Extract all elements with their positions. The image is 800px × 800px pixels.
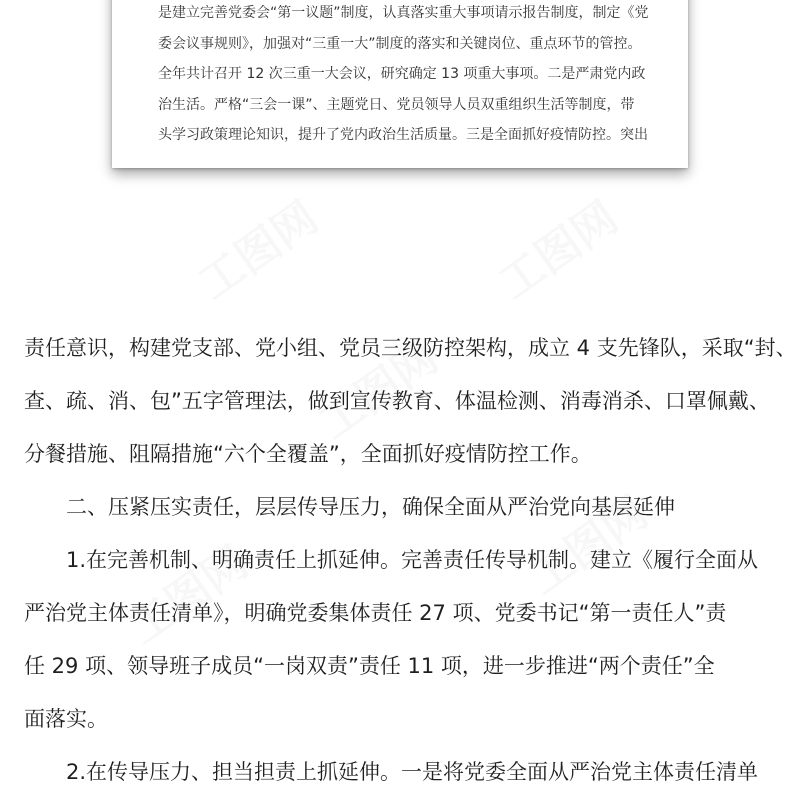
- watermark: 工图网: [519, 486, 658, 605]
- card-line: 委会议事规则》，加强对“三重一大”制度的落实和关键岗位、重点环节的管控。: [158, 35, 642, 52]
- document-body: [24, 322, 797, 799]
- body-line: 面落实。: [24, 707, 108, 731]
- card-line: 治生活。严格“三会一课”、主题党日、党员领导人员双重组织生活等制度，带: [158, 96, 635, 113]
- body-line: 分餐措施、阻隔措施“六个全覆盖”，全面抓好疫情防控工作。: [24, 442, 592, 466]
- section-heading: 二、压紧压实责任，层层传导压力，确保全面从严治党向基层延伸: [66, 495, 675, 519]
- body-line: 任 29 项、领导班子成员“一岗双责”责任 11 项，进一步推进“两个责任”全: [24, 654, 715, 678]
- watermark: 工图网: [119, 536, 258, 655]
- body-line: 严治党主体责任清单》，明确党委集体责任 27 项、党委书记“第一责任人”责: [24, 601, 727, 625]
- watermark: 工图网: [489, 191, 628, 310]
- body-line: 查、疏、消、包”五字管理法，做到宣传教育、体温检测、消毒消杀、口罩佩戴、: [24, 389, 770, 413]
- card-line: 是建立完善党委会“第一议题”制度，认真落实重大事项请示报告制度，制定《党: [158, 5, 649, 21]
- watermark: 工图网: [309, 331, 448, 450]
- card-text: [158, 0, 658, 151]
- paragraph-start: 2.在传导压力、担当担责上抓延伸。一是将党委全面从严治党主体责任清单: [66, 760, 759, 784]
- body-line: 责任意识，构建党支部、党小组、党员三级防控架构，成立 4 支先锋队，采取“封、: [24, 336, 797, 360]
- paragraph-start: 1.在完善机制、明确责任上抓延伸。完善责任传导机制。建立《履行全面从: [66, 548, 759, 572]
- document-card: [112, 0, 688, 168]
- card-line: 头学习政策理论知识，提升了党内政治生活质量。三是全面抓好疫情防控。突出: [158, 127, 648, 143]
- card-line: 全年共计召开 12 次三重一大会议，研究确定 13 项重大事项。二是严肃党内政: [158, 66, 646, 82]
- watermark: 工图网: [189, 191, 328, 310]
